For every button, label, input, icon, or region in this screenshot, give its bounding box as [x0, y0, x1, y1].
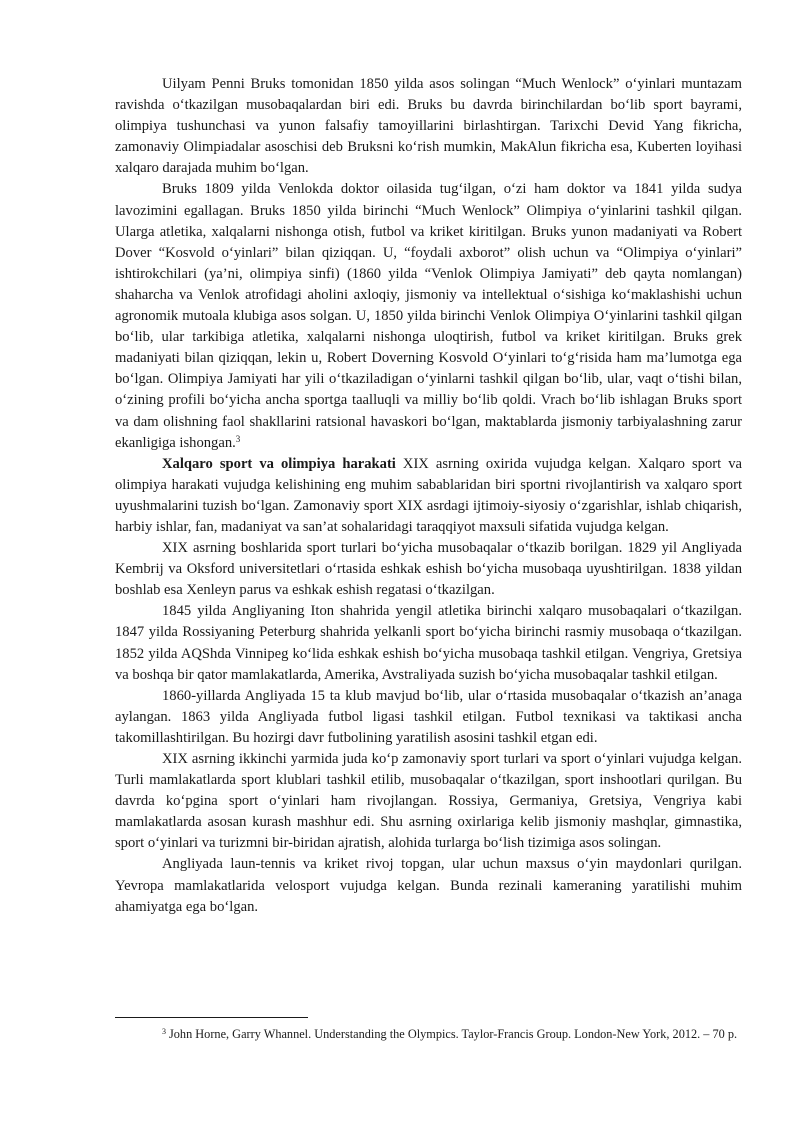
paragraph-text: XIX asrning oxirida vujudga kelgan. Xalqaro sport va olimpiya harakati vujudga kelishining eng muhim sabablaridan biri sportni rivojlantirish va xalqaro sport uyushmalarini tuzish bo‘lgan. Zamonaviy sport XIX asrdagi ijtimoiy-siyosiy o‘zgarishlar, ishlab chiqarish, harbiy ishlar, fan, madaniyat va san’at sohalaridagi taraqqiyot maxsuli sifatida vujudga kelgan. — [115, 455, 742, 535]
paragraph-text: XIX asrning boshlarida sport turlari bo‘yicha musobaqalar o‘tkazib borilgan. 1829 yil Angliyada Kembrij va Oksford universitetlari o‘rtasida eshkak eshish bo‘yicha musobaqa uyushtirilgan. 1838 yildan boshlab esa Xenleyn parus va eshkak eshish regatasi o‘tkazilgan. — [115, 540, 742, 599]
footnote-separator — [115, 1017, 308, 1018]
paragraph-text: Bruks 1809 yilda Venlokda doktor oilasida tug‘ilgan, o‘zi ham doktor va 1841 yilda sudya lavozimini egallagan. Bruks 1850 yilda birinchi “Much Wenlock” Olimpiya o‘yinlarini tashkil qilgan. Ularga atletika, xalqalarni nishonga otish, futbol va kriket kiritilgan. Bruks yunon madaniyati va Robert Dover “Kosvold o‘yinlari” bilan qiziqqan. U, “foydali axborot” olish uchun va “Olimpiya o‘yinlari” ishtirokchilari (ya’ni, olimpiya sinfi) (1860 yilda “Venlok Olimpiya Jamiyati” deb qayta nomlangan) shaharcha va Venlok atrofidagi aholini axloqiy, jismoniy va intellektual o‘sishiga ko‘maklashishi uchun agronomik mutoala klubiga asos solgan. U, 1850 yilda birinchi Venlok Olimpiya O‘yinlarini tashkil qilgan bo‘lib, ular tarkibiga atletika, xalqalarni nishonga uloqtirish, futbol va kriket kiritilgan. Bruks grek madaniyati bilan qiziqqan, lekin u, Robert Doverning Kosvold O‘yinlari to‘g‘risida ham ma’lumotga ega bo‘lgan. Olimpiya Jamiyati har yili o‘tkaziladigan o‘yinlarni tashkil qilgan bo‘lib, ular, vaqt o‘tishi bilan, o‘zining profili bo‘yicha ancha sportga taalluqli va milliy bo‘lib qoldi. Vrach bo‘lib ishlagan Bruks sport va dam olishning faol shakllarini ratsional havaskori bo‘lgan, maktablarda jismoniy tarbiyalashning zarur ekanligiga ishongan. — [115, 181, 742, 451]
paragraph-1860s-clubs — [115, 686, 742, 749]
paragraph-1845-competitions — [115, 601, 742, 685]
paragraph-tennis-cricket-cycling — [115, 854, 742, 917]
paragraph-text: 1845 yilda Angliyaning Iton shahrida yengil atletika birinchi xalqaro musobaqalari o‘tkazilgan. 1847 yilda Rossiyaning Peterburg shahrida yelkanli sport bo‘yicha birinchi rasmiy musobaqa o‘tkazilgan. 1852 yilda AQShda Vinnipeg ko‘lida eshkak eshish bo‘yicha musobaqa tashkil etilgan. Vengriya, Gretsiya va boshqa bir qator mamlakatlarda, Amerika, Avstraliyada suzish bo‘yicha musobaqalar tashkil etilgan. — [115, 603, 742, 683]
paragraph-bruks-much-wenlock — [115, 74, 742, 179]
paragraph-second-half-19th-century — [115, 749, 742, 854]
paragraph-text: 1860-yillarda Angliyada 15 ta klub mavjud bo‘lib, ular o‘rtasida musobaqalar o‘tkazish an’anaga aylangan. 1863 yilda Angliyada futbol ligasi tashkil etilgan. Futbol texnikasi va taktikasi ancha takomillashtirilgan. Bu hozirgi davr futbolining yaratilish asosini tashkil etgan edi. — [115, 687, 742, 746]
paragraph-early-19th-century — [115, 538, 742, 601]
footnote-marker: 3 — [162, 1027, 166, 1036]
footnote-text: John Horne, Garry Whannel. Understanding the Olympics. Taylor-Francis Group. London-New York, 2012. – 70 p. — [169, 1027, 738, 1041]
document-body — [115, 74, 742, 918]
paragraph-bold-lead: Xalqaro sport va olimpiya harakati — [162, 455, 396, 472]
paragraph-text: Uilyam Penni Bruks tomonidan 1850 yilda asos solingan “Much Wenlock” o‘yinlari muntazam ravishda o‘tkazilgan musobaqalardan biri edi. Bruks bu davrda birinchilardan bo‘lib sport bayrami, olimpiya tushunchasi va yunon falsafiy tamoyillarini birlashtirgan. Tarixchi Devid Yang fikricha, zamonaviy Olimpiadalar asoschisi deb Bruksni ko‘rish mumkin, MakAlun fikricha esa, Kuberten loyihasi xalqaro darajada muhim bo‘lgan. — [115, 76, 742, 177]
footnote-reference[interactable]: 3 — [235, 433, 241, 444]
footnote — [115, 1025, 742, 1043]
paragraph-text: Angliyada laun-tennis va kriket rivoj topgan, ular uchun maxsus o‘yin maydonlari qurilgan. Yevropa mamlakatlarida velosport vujudga kelgan. Bunda rezinali kameraning yaratilishi muhim ahamiyatga ega bo‘lgan. — [115, 856, 742, 915]
paragraph-bruks-biography — [115, 179, 742, 453]
paragraph-text: XIX asrning ikkinchi yarmida juda ko‘p zamonaviy sport turlari va sport o‘yinlari vujudga kelgan. Turli mamlakatlarda sport klublari tashkil etilib, musobaqalar o‘tkazilgan, sport inshootlari qurilgan. Bu davrda ko‘pgina sport o‘yinlari ham rivojlangan. Rossiya, Germaniya, Gretsiya, Vengriya kabi mamlakatlarda asosan kurash mashhur edi. Shu asrning oxirlariga kelib jismoniy mashqlar, gimnastika, sport o‘yinlari va turizmni bir-biridan ajratish, alohida turlarga bo‘lish tizimiga asos solingan. — [115, 751, 742, 852]
paragraph-international-olympic-movement — [115, 454, 742, 538]
